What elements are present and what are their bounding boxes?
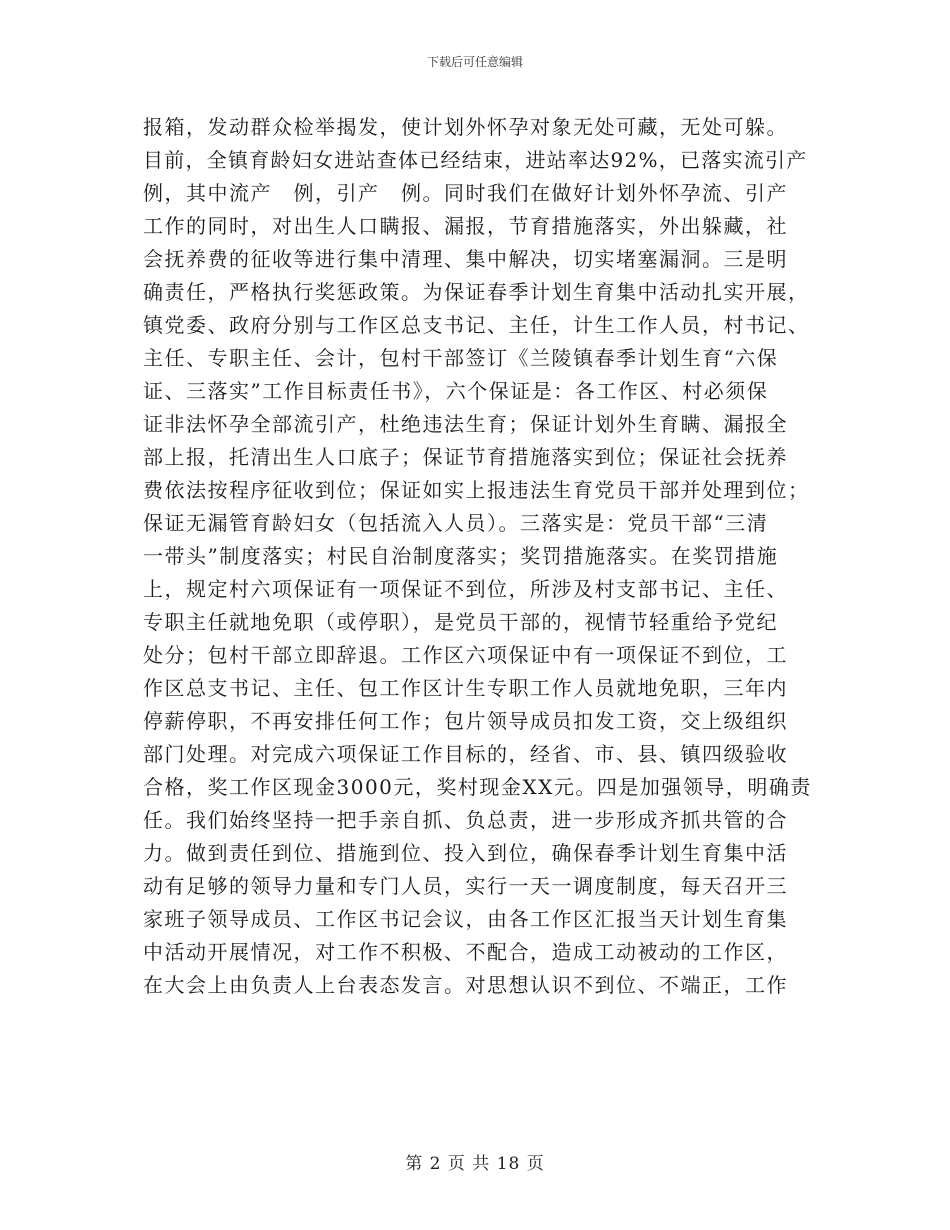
text-line: 中活动开展情况，对工作不积极、不配合，造成工动被动的工作区， (143, 940, 788, 964)
text-line: 处分；包村干部立即辞退。工作区六项保证中有一项保证不到位，工 (143, 643, 788, 667)
text-line: 作区总支书记、主任、包工作区计生专职工作人员就地免职，三年内 (143, 676, 788, 700)
text-line: 费依法按程序征收到位；保证如实上报违法生育党员干部并处理到位； (143, 478, 810, 502)
text-line: 会抚养费的征收等进行集中清理、集中解决，切实堵塞漏洞。三是明 (143, 247, 788, 271)
text-line: 镇党委、政府分别与工作区总支书记、主任，计生工作人员，村书记、 (143, 313, 810, 337)
text-line: 动有足够的领导力量和专门人员，实行一天一调度制度，每天召开三 (143, 874, 788, 898)
text-line: 力。做到责任到位、措施到位、投入到位，确保春季计划生育集中活 (143, 841, 788, 865)
text-line: 确责任，严格执行奖惩政策。为保证春季计划生育集中活动扎实开展， (143, 280, 810, 304)
text-line: 合格，奖工作区现金3000元，奖村现金XX元。四是加强领导，明确责 (143, 775, 812, 799)
text-line: 一带头”制度落实；村民自治制度落实；奖罚措施落实。在奖罚措施 (143, 544, 779, 568)
document-body (143, 111, 813, 1002)
text-line: 目前，全镇育龄妇女进站查体已经结束，进站率达92%，已落实流引产 (143, 148, 808, 172)
text-line: 主任、专职主任、会计，包村干部签订《兰陵镇春季计划生育“六保 (143, 346, 779, 370)
text-line: 在大会上由负责人上台表态发言。对思想认识不到位、不端正，工作 (143, 973, 788, 997)
text-line: 停薪停职，不再安排任何工作；包片领导成员扣发工资，交上级组织 (143, 709, 788, 733)
text-line: 上，规定村六项保证有一项保证不到位，所涉及村支部书记、主任、 (143, 577, 788, 601)
text-line: 专职主任就地免职（或停职），是党员干部的，视情节轻重给予党纪 (143, 610, 778, 634)
text-line: 证、三落实”工作目标责任书》，六个保证是：各工作区、村必须保 (143, 379, 769, 403)
text-line: 工作的同时，对出生人口瞒报、漏报，节育措施落实，外出躲藏，社 (143, 214, 788, 238)
text-line: 部上报，托清出生人口底子；保证节育措施落实到位；保证社会抚养 (143, 445, 788, 469)
text-line: 部门处理。对完成六项保证工作目标的，经省、市、县、镇四级验收 (143, 742, 788, 766)
text-line: 家班子领导成员、工作区书记会议，由各工作区汇报当天计划生育集 (143, 907, 788, 931)
text-line: 任。我们始终坚持一把手亲自抓、负总责，进一步形成齐抓共管的合 (143, 808, 788, 832)
text-line: 保证无漏管育龄妇女（包括流入人员）。三落实是：党员干部“三清 (143, 511, 769, 535)
page-header: 下载后可任意编辑 (426, 55, 523, 69)
page-footer: 第 2 页 共 18 页 (405, 1154, 545, 1174)
text-line: 例，其中流产 例，引产 例。同时我们在做好计划外怀孕流、引产 (143, 181, 788, 205)
text-line: 报箱，发动群众检举揭发，使计划外怀孕对象无处可藏，无处可躲。 (143, 115, 788, 139)
text-line: 证非法怀孕全部流引产，杜绝违法生育；保证计划外生育瞒、漏报全 (143, 412, 788, 436)
